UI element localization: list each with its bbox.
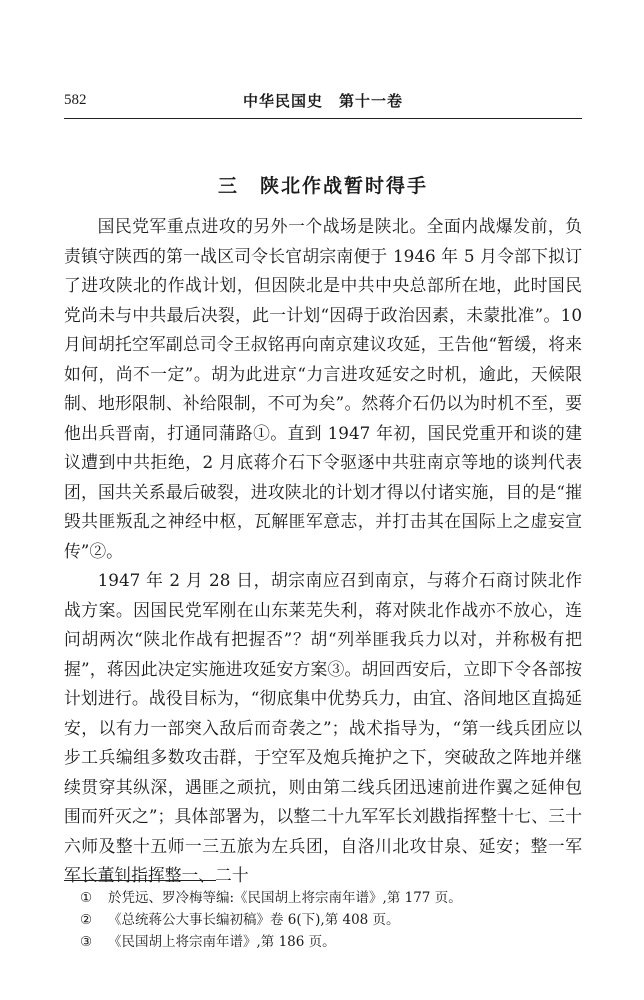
footnote-text: 《总统蒋公大事长编初稿》卷 6(下),第 408 页。 [108,912,400,928]
footnotes [80,887,580,953]
footnote-mark: ② [80,912,93,928]
footnote-mark: ③ [80,934,93,950]
footnote-text: 於凭远、罗冷梅等编:《民国胡上将宗南年谱》,第 177 页。 [108,890,462,906]
running-title: 中华民国史 第十一卷 [242,92,403,110]
paragraph: 1947 年 2 月 28 日，胡宗南应召到南京，与蒋介石商讨陕北作战方案。因国民党军刚在山东莱芜失利，蒋对陕北作战亦不放心，连问胡两次“陕北作战有把握否”？胡“列举匪我兵力以对，并称极有把握”，蒋因此决定实施进攻延安方案③。胡回西安后，立即下令各部按计划进行。战役目标为，“彻底集中优势兵力，由宜、洛间地区直捣延安，以有力一部突入敌后而奇袭之”；战术指导为，“第一线兵团应以步工兵编组多数攻击群，于空军及炮兵掩护之下，突破敌之阵地并继续贯穿其纵深，遇匪之顽抗，则由第二线兵团迅速前进作翼之延伸包围而歼灭之”；具体部署为，以整二十九军军长刘戡指挥整十七、三十六师及整十五师一三五旅为左兵团，自洛川北攻甘泉、延安；整一军军长董钊指挥整一、二十 [64,570,582,885]
footnote [80,887,580,909]
footnote [80,909,580,931]
footnote [80,931,580,953]
page-number: 582 [64,92,87,108]
body-text [64,212,582,891]
footnote-mark: ① [80,890,93,906]
section-title: 三 陕北作战暂时得手 [217,174,428,197]
page-header [64,88,582,114]
footnote-rule [64,880,216,881]
footnote-text: 《民国胡上将宗南年谱》,第 186 页。 [108,934,336,950]
paragraph: 国民党军重点进攻的另外一个战场是陕北。全面内战爆发前，负责镇守陕西的第一战区司令长官胡宗南便于 1946 年 5 月令部下拟订了进攻陕北的作战计划，但因陕北是中共中央总部所在地，此时国民党尚未与中共最后决裂，此一计划“因碍于政治因素，未蒙批准”。10 月间胡托空军副总司令王叔铭再向南京建议攻延，王告他“暂缓，将来如何，尚不一定”。胡为此进京“力言进攻延安之时机，逾此，天候限制、地形限制、补给限制，不可为矣”。然蒋介石仍以为时机不至，要他出兵晋南，打通同蒲路①。直到 1947 年初，国民党重开和谈的建议遭到中共拒绝，2 月底蒋介石下令驱逐中共驻南京等地的谈判代表团，国共关系最后破裂，进攻陕北的计划才得以付诸实施，目的是“摧毁共匪叛乱之神经中枢，瓦解匪军意志，并打击其在国际上之虚妄宣传”②。 [64,216,582,561]
header-rule [64,118,582,119]
